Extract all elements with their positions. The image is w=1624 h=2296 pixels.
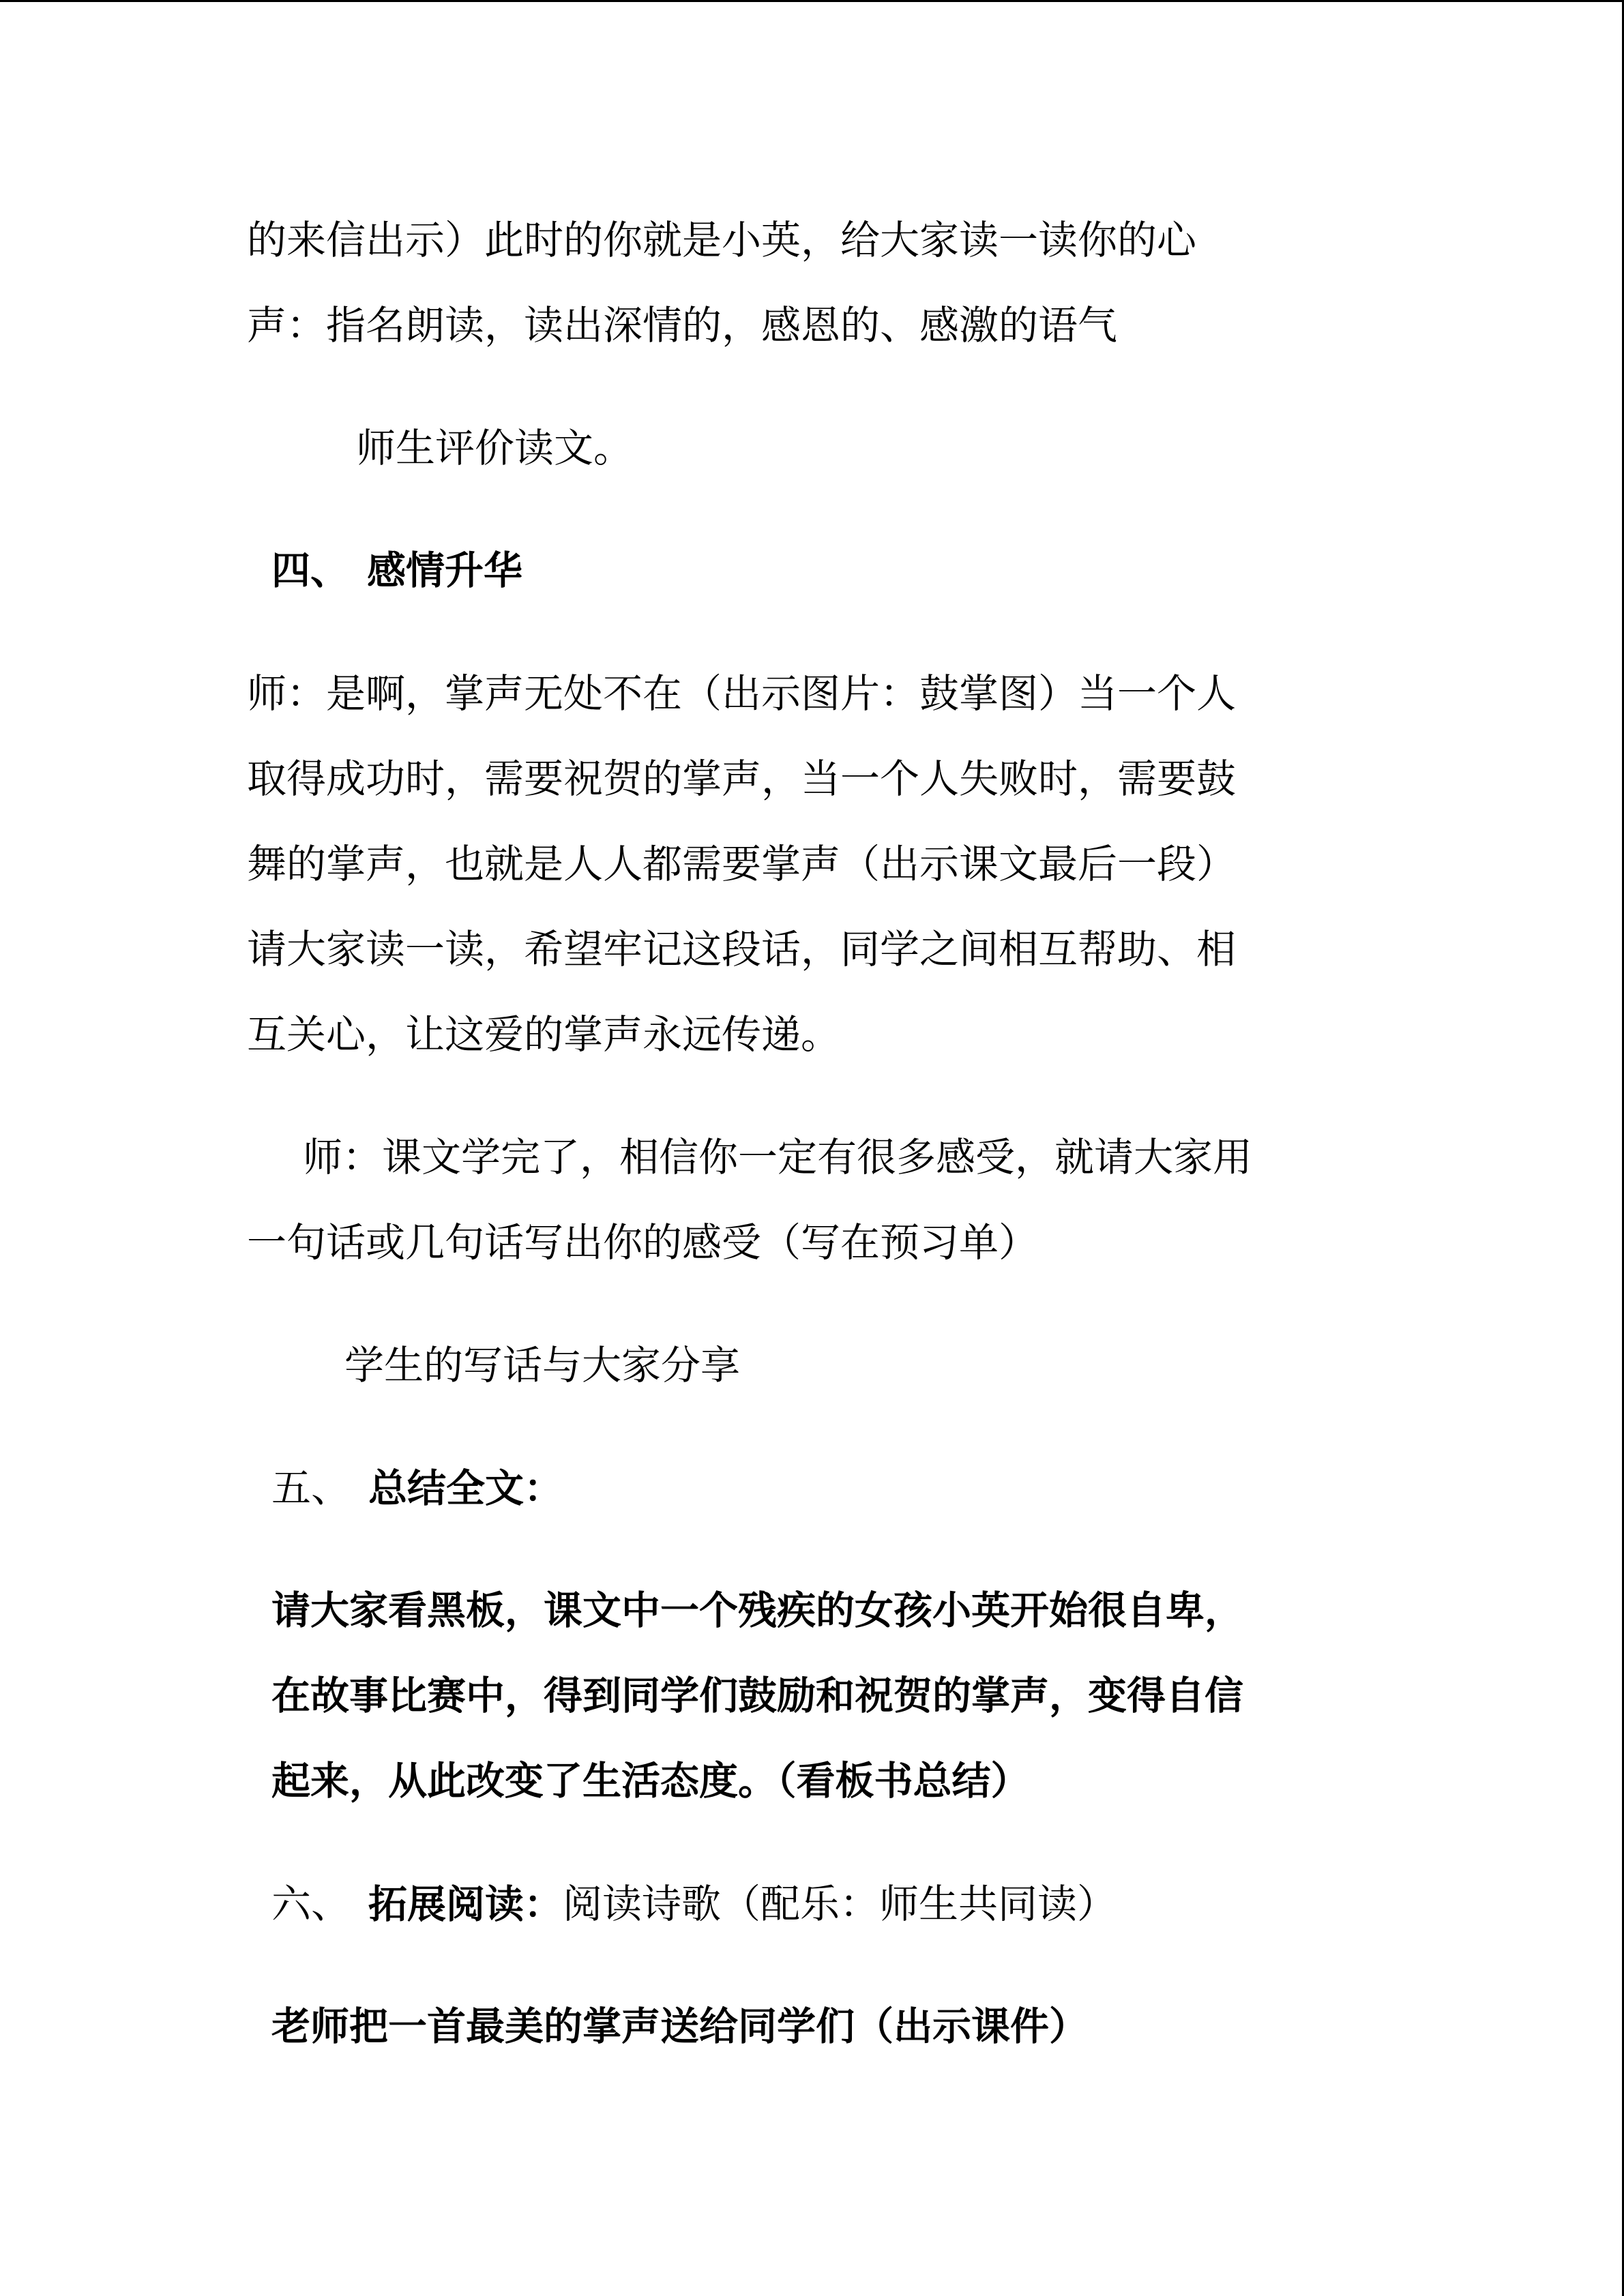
- section-heading-6: [271, 1877, 1117, 1931]
- section-heading-5: [271, 1461, 563, 1515]
- section-number: 四、: [271, 548, 349, 593]
- section-title: 拓展阅读：: [368, 1882, 563, 1927]
- paragraph-line: 师：课文学完了，相信你一定有很多感受，就请大家用: [303, 1134, 1253, 1180]
- closing-line: 老师把一首最美的掌声送给同学们（出示课件）: [271, 2004, 1088, 2049]
- section-description: 阅读诗歌（配乐：师生共同读）: [563, 1881, 1117, 1927]
- paragraph-line: 师：是啊，掌声无处不在（出示图片：鼓掌图）当一个人: [247, 670, 1237, 717]
- paragraph-line: 取得成功时，需要祝贺的掌声，当一个人失败时，需要鼓: [247, 756, 1237, 802]
- paragraph-line: 互关心，让这爱的掌声永远传递。: [247, 1011, 841, 1058]
- paragraph-line: 学生的写话与大家分享: [344, 1342, 741, 1388]
- section-number: 五、: [271, 1465, 351, 1511]
- paragraph-line: 的来信出示）此时的你就是小英，给大家读一读你的心: [247, 217, 1197, 263]
- page-border-top: [0, 0, 1624, 2]
- section-heading-4: [271, 543, 522, 598]
- paragraph-line: 舞的掌声，也就是人人都需要掌声（出示课文最后一段）: [247, 841, 1237, 887]
- paragraph-line: 一句话或几句话写出你的感受（写在预习单）: [247, 1219, 1039, 1266]
- section-title: 总结全文：: [368, 1466, 563, 1511]
- paragraph-line: 师生评价读文。: [356, 425, 634, 471]
- summary-line: 请大家看黑板，课文中一个残疾的女孩小英开始很自卑，: [271, 1588, 1243, 1633]
- paragraph-line: 声：指名朗读，读出深情的，感恩的、感激的语气: [247, 302, 1118, 348]
- summary-line: 在故事比赛中，得到同学们鼓励和祝贺的掌声，变得自信: [271, 1673, 1243, 1718]
- paragraph-line: 请大家读一读，希望牢记这段话，同学之间相互帮助、相: [247, 926, 1237, 972]
- section-title: 感情升华: [367, 548, 522, 593]
- section-number: 六、: [271, 1881, 351, 1927]
- summary-line: 起来，从此改变了生活态度。（看板书总结）: [271, 1759, 1030, 1804]
